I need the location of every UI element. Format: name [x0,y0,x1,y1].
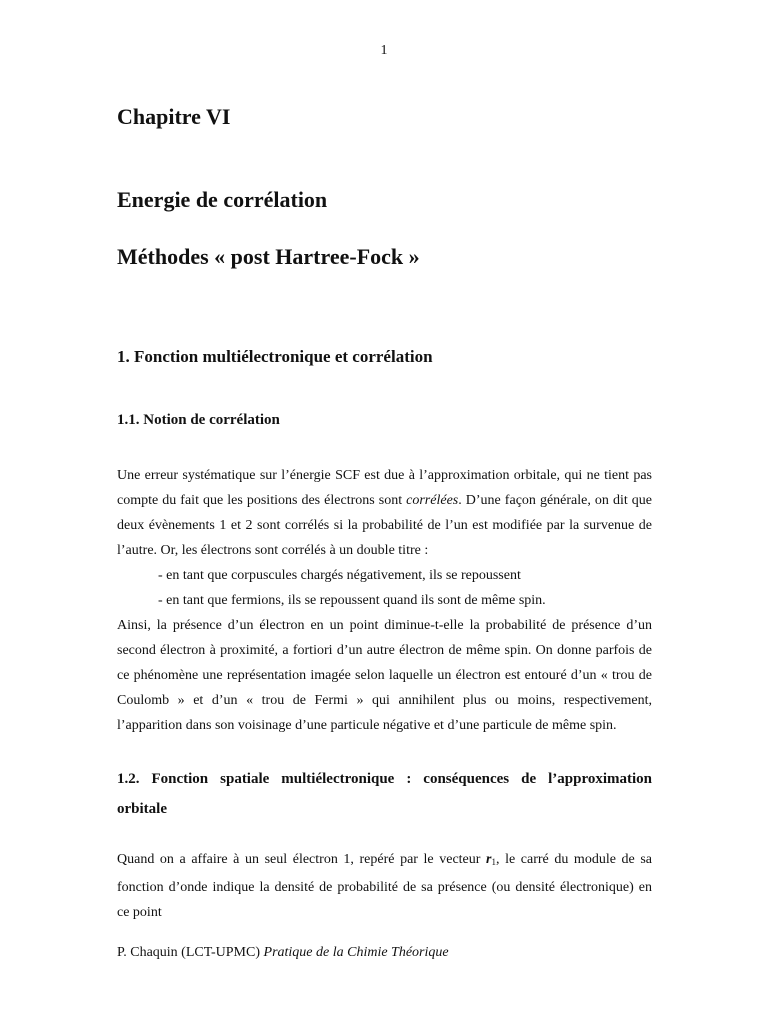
chapter-title-line2: Méthodes « post Hartree-Fock » [117,244,420,269]
para3-line1: Quand on a affaire à un seul électron 1, repéré par le vecteur $r_1$, le carré du module de sa [117,852,652,867]
para2-line5: l’apparition dans son voisinage d’une particule négative et d’une particule de même spin. [117,718,617,733]
para2-line2: second électron à proximité, a fortiori d’un autre électron de même spin. On donne parfois de [117,643,652,658]
subsection-1-2-line1: 1.2. Fonction spatiale multiélectronique : conséquences de l’approximation [117,771,652,787]
para2-line1: Ainsi, la présence d’un électron en un point diminue-t-elle la probabilité de présence d’un [117,618,652,633]
list-item-charge: - en tant que corpuscules chargés négativement, ils se repoussent [158,568,521,583]
chapter-title-line1: Energie de corrélation [117,187,328,212]
paragraph-single-electron [117,847,652,925]
subsection-1-2-heading [117,764,652,824]
vector-subscript: 1 [491,857,496,867]
page-footer [117,945,449,961]
page-number: 1 [380,43,388,58]
para1-line2: compte du fait que les positions des électrons sont corrélées. D’une façon générale, on dit que [117,493,652,508]
chapter-heading: Chapitre VI [117,104,231,129]
vector-r: r [486,852,492,867]
para2-line3: ce phénomène une représentation imagée selon laquelle un électron est entouré d’un « trou de [117,668,652,683]
footer-book-title: Pratique de la Chimie Théorique [263,945,449,960]
subsection-1-2-line2: orbitale [117,801,167,817]
list-item-fermion: - en tant que fermions, ils se repoussent quand ils sont de même spin. [158,593,546,608]
para1-line1: Une erreur systématique sur l’énergie SCF est due à l’approximation orbitale, qui ne tient pas [117,468,652,483]
footer-author: P. Chaquin (LCT-UPMC) [117,945,264,960]
para1-line4: l’autre. Or, les électrons sont corrélés à un double titre : [117,543,429,558]
para1-line3: deux évènements 1 et 2 sont corrélés si la probabilité de l’un est modifiée par la survenue de [117,518,652,533]
paragraph-correlation [117,463,652,613]
italic-correlees: corrélées [406,493,459,508]
para2-line4: Coulomb » et d’un « trou de Fermi » qui annihilent plus ou moins, respectivement, [117,693,652,708]
subsection-1-1-heading: 1.1. Notion de corrélation [117,412,280,428]
para3-line2: fonction d’onde indique la densité de probabilité de sa présence (ou densité électronique) en [117,880,652,895]
para3-line3: ce point [117,905,162,920]
paragraph-holes [117,613,652,738]
section-1-heading: 1. Fonction multiélectronique et corrélation [117,347,433,366]
